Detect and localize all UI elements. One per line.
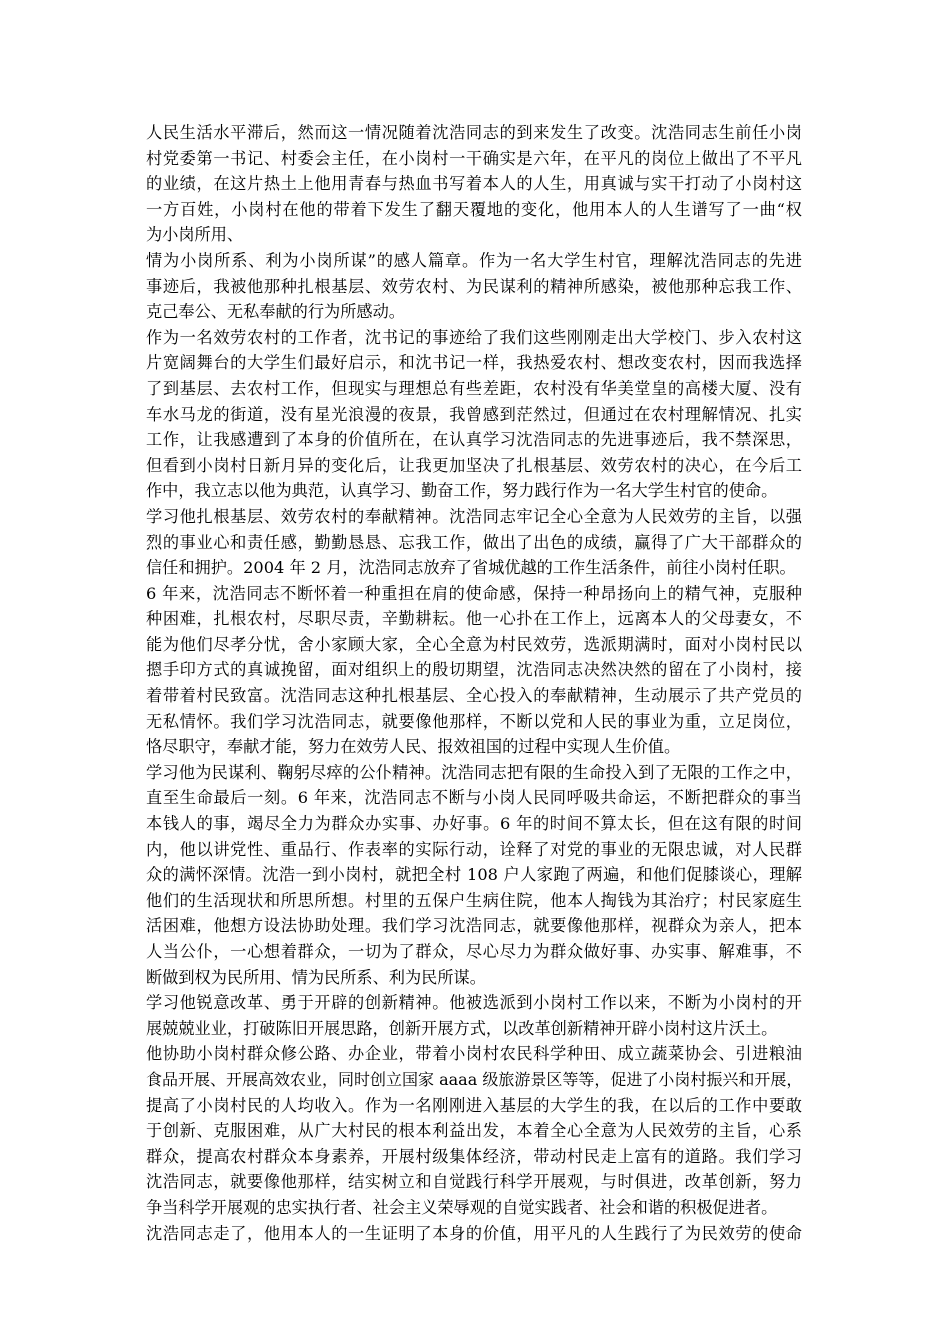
- text-line: 于创新、克服困难，从广大村民的根本利益出发，本着全心全意为人民效劳的主旨，心系: [146, 1121, 802, 1141]
- text-line: 情为小岗所系、利为小岗所谋”的感人篇章。作为一名大学生村官，理解沈浩同志的先进: [146, 250, 802, 270]
- text-line: 着带着村民致富。沈浩同志这种扎根基层、全心投入的奉献精神，生动展示了共产党员的: [146, 686, 802, 706]
- text-line: 人当公仆，一心想着群众，一切为了群众，尽心尽力为群众做好事、办实事、解难事，不: [146, 942, 802, 961]
- text-line: 学习他扎根基层、效劳农村的奉献精神。沈浩同志牢记全心全意为人民效劳的主旨，以强: [146, 506, 802, 526]
- text-line: 6 年来，沈浩同志不断怀着一种重担在肩的使命感，保持一种昂扬向上的精气神，克服种: [146, 583, 802, 603]
- text-line: 作为一名效劳农村的工作者，沈书记的事迹给了我们这些刚刚走出大学校门、步入农村这: [146, 327, 802, 347]
- text-line: 摁手印方式的真诚挽留，面对组织上的殷切期望，沈浩同志决然决然的留在了小岗村，接: [146, 660, 802, 680]
- document-body: [146, 120, 802, 1246]
- text-line: 种困难，扎根农村，尽职尽责，辛勤耕耘。他一心扑在工作上，远离本人的父母妻女，不: [146, 609, 802, 629]
- text-line: 信任和拥护。2004 年 2 月，沈浩同志放弃了省城优越的工作生活条件，前往小岗村任职。: [146, 558, 796, 578]
- text-line: 为小岗所用、: [146, 225, 244, 245]
- text-line: 恪尽职守，奉献才能，努力在效劳人民、报效祖国的过程中实现人生价值。: [146, 737, 681, 757]
- text-line: 烈的事业心和责任感，勤勤恳恳、忘我工作，做出了出色的成绩，赢得了广大干部群众的: [146, 532, 802, 552]
- text-line: 本钱人的事，竭尽全力为群众办实事、办好事。6 年的时间不算太长，但在这有限的时间: [146, 814, 802, 834]
- text-line: 沈浩同志，就要像他那样，结实树立和自觉践行科学开展观，与时俱进，改革创新，努力: [146, 1172, 802, 1192]
- text-line: 车水马龙的街道，没有星光浪漫的夜景，我曾感到茫然过，但通过在农村理解情况、扎实: [146, 404, 802, 424]
- text-line: 提高了小岗村民的人均收入。作为一名刚刚进入基层的大学生的我，在以后的工作中要敢: [146, 1095, 802, 1115]
- text-line: 工作，让我感遭到了本身的价值所在，在认真学习沈浩同志的先进事迹后，我不禁深思，: [146, 430, 802, 450]
- text-line: 他们的生活现状和所思所想。村里的五保户生病住院，他本人掏钱为其治疗；村民家庭生: [146, 890, 802, 910]
- text-line: 能为他们尽孝分忧，舍小家顾大家，全心全意为村民效劳，选派期满时，面对小岗村民以: [146, 634, 802, 654]
- text-line: 沈浩同志走了，他用本人的一生证明了本身的价值，用平凡的人生践行了为民效劳的使命: [146, 1223, 802, 1243]
- text-line: 众的满怀深情。沈浩一到小岗村，就把全村 108 户人家跑了两遍，和他们促膝谈心，理解: [146, 865, 802, 885]
- text-line: 内，他以讲党性、重品行、作表率的实际行动，诠释了对党的事业的无限忠诚，对人民群: [146, 839, 802, 859]
- text-line: 一方百姓，小岗村在他的带着下发生了翻天覆地的变化，他用本人的人生谱写了一曲“权: [146, 199, 802, 219]
- text-line: 断做到权为民所用、情为民所系、利为民所谋。: [146, 967, 486, 987]
- text-line: 他协助小岗村群众修公路、办企业，带着小岗村农民科学种田、成立蔬菜协会、引进粮油: [146, 1044, 802, 1064]
- text-line: 食品开展、开展高效农业，同时创立国家 aaaa 级旅游景区等等，促进了小岗村振兴和开展，: [146, 1069, 803, 1089]
- text-line: 的业绩，在这片热土上他用青春与热血书写着本人的人生，用真诚与实干打动了小岗村这: [146, 174, 802, 194]
- text-line: 学习他锐意改革、勇于开辟的创新精神。他被选派到小岗村工作以来，不断为小岗村的开: [146, 993, 802, 1013]
- text-line: 村党委第一书记、村委会主任，在小岗村一干确实是六年，在平凡的岗位上做出了不平凡: [146, 148, 802, 168]
- text-line: 直至生命最后一刻。6 年来，沈浩同志不断与小岗人民同呼吸共命运，不断把群众的事当: [146, 788, 802, 808]
- text-line: 无私情怀。我们学习沈浩同志，就要像他那样，不断以党和人民的事业为重，立足岗位，: [146, 711, 802, 731]
- text-line: 群众，提高农村群众本身素养，开展村级集体经济，带动村民走上富有的道路。我们学习: [146, 1146, 802, 1166]
- text-line: 展兢兢业业，打破陈旧开展思路，创新开展方式，以改革创新精神开辟小岗村这片沃土。: [146, 1018, 778, 1038]
- text-line: 人民生活水平滞后，然而这一情况随着沈浩同志的到来发生了改变。沈浩同志生前任小岗: [146, 123, 802, 142]
- text-line: 争当科学开展观的忠实执行者、社会主义荣辱观的自觉实践者、社会和谐的积极促进者。: [146, 1197, 778, 1217]
- text-line: 但看到小岗村日新月异的变化后，让我更加坚决了扎根基层、效劳农村的决心，在今后工: [146, 455, 802, 475]
- text-line: 克己奉公、无私奉献的行为所感动。: [146, 302, 405, 322]
- text-line: 片宽阔舞台的大学生们最好启示，和沈书记一样，我热爱农村、想改变农村，因而我选择: [146, 353, 802, 373]
- text-line: 事迹后，我被他那种扎根基层、效劳农村、为民谋利的精神所感染，被他那种忘我工作、: [146, 276, 802, 296]
- text-line: 活困难，他想方设法协助处理。我们学习沈浩同志，就要像他那样，视群众为亲人，把本: [146, 916, 802, 936]
- text-line: 作中，我立志以他为典范，认真学习、勤奋工作，努力践行作为一名大学生村官的使命。: [146, 481, 778, 501]
- text-line: 学习他为民谋利、鞠躬尽瘁的公仆精神。沈浩同志把有限的生命投入到了无限的工作之中，: [146, 762, 802, 782]
- text-line: 了到基层、去农村工作，但现实与理想总有些差距，农村没有华美堂皇的高楼大厦、没有: [146, 378, 802, 398]
